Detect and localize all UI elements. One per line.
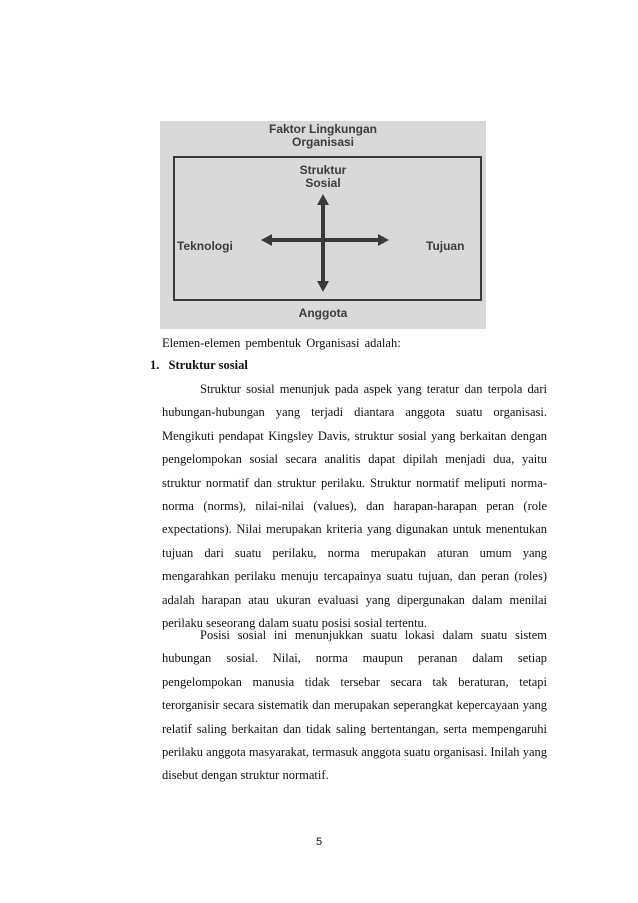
arrow-up-icon <box>317 194 329 205</box>
arrow-right-icon <box>378 234 389 246</box>
label-teknologi: Teknologi <box>177 239 233 253</box>
cross-arrows <box>160 121 486 329</box>
vertical-arrow-shaft <box>321 201 325 285</box>
paragraph-2-text: Posisi sosial ini menunjukkan suatu lokasi dalam suatu sistem hubungan sosial. Nilai, norma maupun peranan dalam setiap pengelompokan manusia tidak tersebar secara tak beraturan, tetapi terorganisir secara sistematik dan merupakan seperangkat kepercayaan yang relatif saling berkaitan dan tidak saling bertentangan, serta mempengaruhi perilaku anggota masyarakat, termasuk anggota suatu organisasi. Inilah yang disebut dengan struktur normatif. <box>162 628 547 783</box>
figure-title-line2: Organisasi <box>291 135 355 149</box>
paragraph-1-text: Struktur sosial menunjuk pada aspek yang teratur dan terpola dari hubungan-hubungan yang terjadi diantara anggota suatu organisasi. Mengikuti pendapat Kingsley Davis, struktur sosial yang berkaitan dengan pengelompokan sosial secara analitis dapat dipilah menjadi dua, yaitu struktur normatif dan struktur perilaku. Struktur normatif meliputi norma-norma (norms), nilai-nilai (values), dan harapan-harapan peran (role expectations). Nilai merupakan kriteria yang digunakan untuk menentukan tujuan dari suatu perilaku, norma merupakan aturan umum yang mengarahkan perilaku menuju tercapainya suatu tujuan, dan peran (roles) adalah harapan atau ukuran evaluasi yang dipergunakan dalam menilai perilaku seseorang dalam suatu posisi sosial tertentu. <box>162 382 547 631</box>
section-title: Struktur sosial <box>168 358 248 372</box>
paragraph-2 <box>162 624 547 788</box>
label-tujuan: Tujuan <box>426 239 465 253</box>
label-top-line2: Sosial <box>305 176 341 190</box>
arrow-left-icon <box>261 234 272 246</box>
label-top-line1: Struktur <box>299 163 347 177</box>
page-number: 5 <box>315 836 323 848</box>
horizontal-arrow-shaft <box>269 238 381 242</box>
arrow-down-icon <box>317 281 329 292</box>
paragraph-1 <box>162 378 547 635</box>
section-heading <box>150 358 248 373</box>
label-anggota: Anggota <box>298 306 348 320</box>
section-number: 1. <box>150 358 160 372</box>
figure-title-line1: Faktor Lingkungan <box>269 122 377 136</box>
organization-elements-figure <box>160 121 486 329</box>
figure-caption: Elemen-elemen pembentuk Organisasi adalah: <box>162 336 401 350</box>
